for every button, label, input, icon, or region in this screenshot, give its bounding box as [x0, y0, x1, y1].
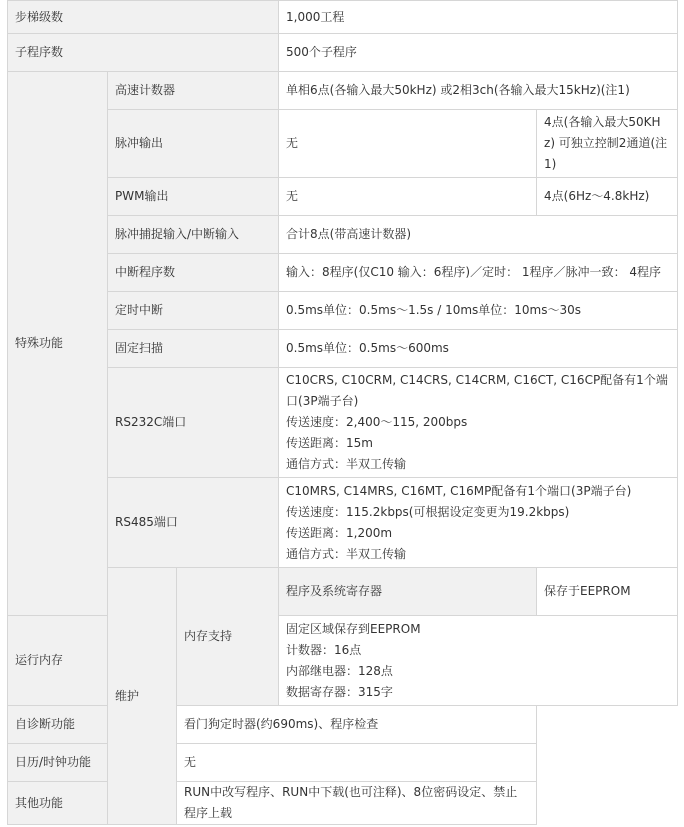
- other-functions-label: 其他功能: [8, 782, 177, 825]
- rs232c-line: C10CRS, C10CRM, C14CRS, C14CRM, C16CT, C16CP配备有1个端口(3P端子台): [286, 373, 668, 408]
- step-count-label: 步梯级数: [8, 1, 279, 34]
- table-row: [8, 478, 678, 568]
- self-diagnosis-label: 自诊断功能: [8, 706, 177, 744]
- pwm-output-label: PWM输出: [108, 178, 279, 216]
- interrupt-program-value: 输入：8程序(仅C10 输入：6程序)／定时： 1程序／脉冲一致： 4程序: [279, 254, 678, 292]
- memory-support-label: 内存支持: [177, 568, 279, 706]
- rs485-line: C10MRS, C14MRS, C16MT, C16MP配备有1个端口(3P端子台): [286, 483, 632, 498]
- step-count-value: 1,000工程: [279, 1, 678, 34]
- pulse-capture-label: 脉冲捕捉输入/中断输入: [108, 216, 279, 254]
- rs232c-line: 传送距离：15m: [286, 436, 373, 450]
- table-row: [8, 782, 678, 825]
- table-row: [8, 368, 678, 478]
- run-memory-value: [279, 616, 678, 706]
- table-row: [8, 72, 678, 110]
- rs485-line: 传送速度：115.2kbps(可根据设定变更为19.2kbps): [286, 504, 570, 519]
- subroutine-count-label: 子程序数: [8, 34, 279, 72]
- rs232c-line: 通信方式：半双工传输: [286, 457, 407, 471]
- timer-interrupt-label: 定时中断: [108, 292, 279, 330]
- pulse-output-label: 脉冲输出: [108, 110, 279, 178]
- rs232c-line: 传送速度：2,400～115, 200bps: [286, 415, 468, 429]
- table-row: [8, 178, 678, 216]
- run-memory-line: 计数器：16点: [286, 642, 362, 657]
- rs232c-port-value: [279, 368, 678, 478]
- run-memory-label: 运行内存: [8, 616, 108, 706]
- fixed-scan-value: 0.5ms单位：0.5ms～600ms: [279, 330, 678, 368]
- table-row: [8, 110, 678, 178]
- high-speed-counter-value: 单相6点(各输入最大50kHz) 或2相3ch(各输入最大15kHz)(注1): [279, 72, 678, 110]
- spec-table: [7, 0, 678, 825]
- self-diagnosis-value: 看门狗定时器(约690ms)、程序检查: [177, 706, 537, 744]
- calendar-clock-label: 日历/时钟功能: [8, 744, 177, 782]
- pulse-output-note: 4点(各输入最大50KHz) 可独立控制2通道(注1): [537, 110, 678, 178]
- run-memory-line: 内部继电器：128点: [286, 663, 393, 678]
- other-functions-value: RUN中改写程序、RUN中下载(也可注释)、8位密码设定、禁止程序上载: [177, 782, 537, 825]
- table-row: [8, 1, 678, 34]
- table-row: [8, 216, 678, 254]
- rs232c-port-label: RS232C端口: [108, 368, 279, 478]
- table-row: [8, 330, 678, 368]
- table-row: [8, 744, 678, 782]
- calendar-clock-value: 无: [177, 744, 537, 782]
- table-row: [8, 706, 678, 744]
- rs485-line: 传送距离：1,200m: [286, 525, 393, 540]
- maintenance-label: 维护: [108, 568, 177, 825]
- high-speed-counter-label: 高速计数器: [108, 72, 279, 110]
- pwm-output-value: 无: [279, 178, 537, 216]
- pwm-output-note: 4点(6Hz～4.8kHz): [537, 178, 678, 216]
- table-row: [8, 34, 678, 72]
- subroutine-count-value: 500个子程序: [279, 34, 678, 72]
- table-row: [8, 568, 678, 616]
- fixed-scan-label: 固定扫描: [108, 330, 279, 368]
- program-register-value: 保存于EEPROM: [537, 568, 678, 616]
- pulse-capture-value: 合计8点(带高速计数器): [279, 216, 678, 254]
- rs485-port-value: [279, 478, 678, 568]
- program-register-label: 程序及系统寄存器: [279, 568, 537, 616]
- timer-interrupt-value: 0.5ms单位：0.5ms～1.5s / 10ms单位：10ms～30s: [279, 292, 678, 330]
- rs485-port-label: RS485端口: [108, 478, 279, 568]
- interrupt-program-label: 中断程序数: [108, 254, 279, 292]
- run-memory-line: 数据寄存器：315字: [286, 684, 393, 699]
- rs485-line: 通信方式：半双工传输: [286, 546, 407, 561]
- run-memory-line: 固定区域保存到EEPROM: [286, 621, 421, 636]
- table-row: [8, 292, 678, 330]
- special-function-label: 特殊功能: [8, 72, 108, 616]
- pulse-output-value: 无: [279, 110, 537, 178]
- table-row: [8, 254, 678, 292]
